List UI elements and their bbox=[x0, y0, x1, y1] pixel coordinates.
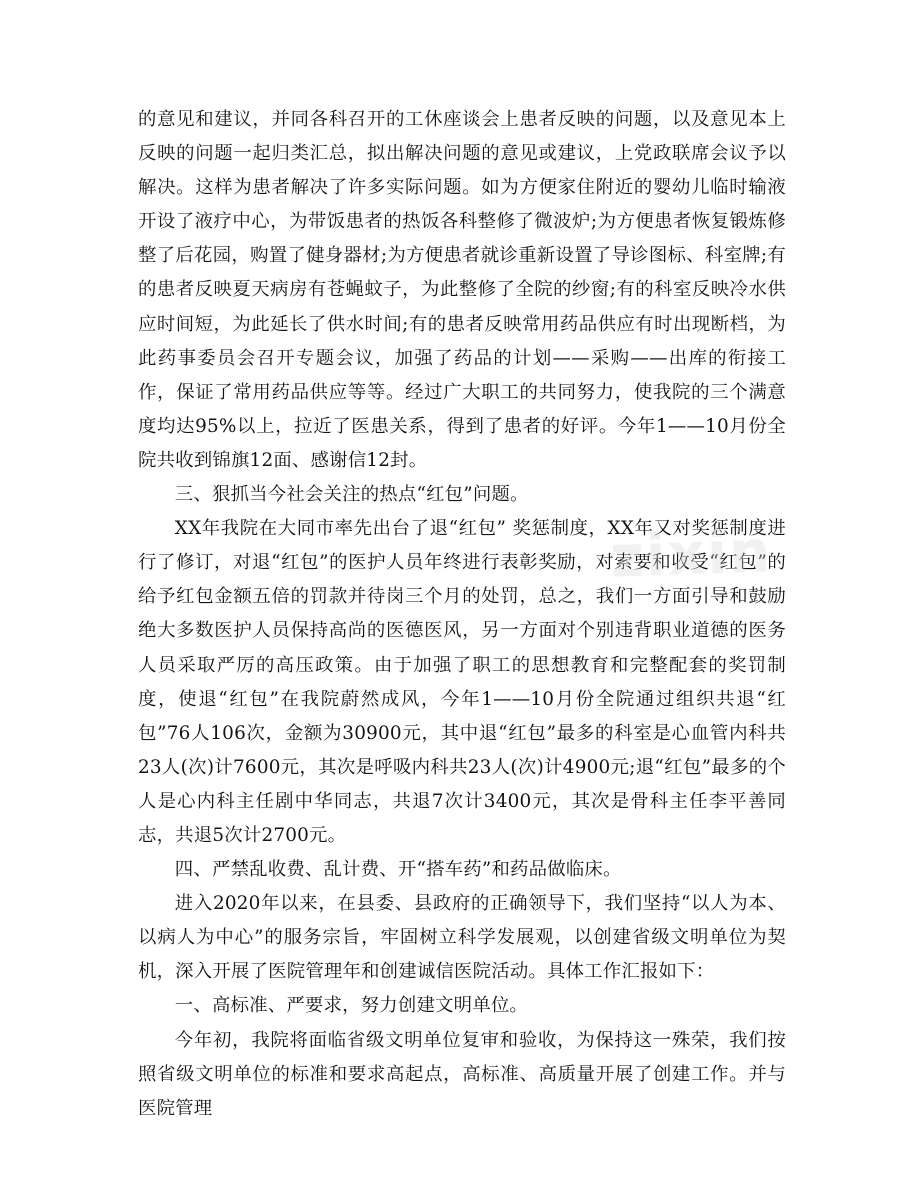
paragraph-2020-summary: 进入2020年以来，在县委、县政府的正确领导下，我们坚持“以人为本、以病人为中心”的服务宗旨，牢固树立科学发展观，以创建省级文明单位为契机，深入开展了医院管理年和创建诚信医院活动。具体工作汇报如下： bbox=[138, 893, 786, 983]
paragraph-civilized-unit: 今年初，我院将面临省级文明单位复审和验收，为保持这一殊荣，我们按照省级文明单位的标准和要求高起点，高标准、高质量开展了创建工作。并与医院管理 bbox=[138, 1029, 786, 1119]
heading-one-civilized-unit: 一、高标准、严要求，努力创建文明单位。 bbox=[174, 995, 529, 1017]
heading-three-red-envelope: 三、狠抓当今社会关注的热点“红包”问题。 bbox=[174, 484, 529, 506]
paragraph-1: 的意见和建议，并同各科召开的工休座谈会上患者反映的问题，以及意见本上反映的问题一起归类汇总，拟出解决问题的意见或建议，上党政联席会议予以解决。这样为患者解决了许多实际问题。如为方便家住附近的婴幼儿临时输液开设了液疗中心，为带饭患者的热饭各科整修了微波炉;为方便患者恢复锻炼修整了后花园，购置了健身器材;为方便患者就诊重新设置了导诊图标、科室牌;有的患者反映夏天病房有苍蝇蚊子，为此整修了全院的纱窗;有的科室反映冷水供应时间短，为此延长了供水时间;有的患者反映常用药品供应有时出现断档，为此药事委员会召开专题会议，加强了药品的计划——采购——出库的衔接工作，保证了常用药品供应等等。经过广大职工的共同努力，使我院的三个满意度均达95%以上，拉近了医患关系，得到了患者的好评。今年1——10月份全院共收到锦旗12面、感谢信12封。 bbox=[138, 109, 786, 471]
watermark-logo: zixin bbox=[608, 517, 774, 591]
paragraph-red-envelope-policy: XX年我院在大同市率先出台了退“红包” 奖惩制度，XX年又对奖惩制度进行了修订，对退“红包”的医护人员年终进行表彰奖励，对索要和收受“红包”的给予红包金额五倍的罚款并待岗三个月的处罚，总之，我们一方面引导和鼓励绝大多数医护人员保持高尚的医德医风，另一方面对个别违背职业道德的医务人员采取严厉的高压政策。由于加强了职工的思想教育和完整配套的奖罚制度，使退“红包”在我院蔚然成风，今年1——10月份全院通过组织共退“红包”76人106次，金额为30900元，其中退“红包”最多的科室是心血管内科共23人(次)计7600元，其次是呼吸内科共23人(次)计4900元;退“红包”最多的个人是心内科主任剧中华同志，共退7次计3400元，其次是骨科主任李平善同志，共退5次计2700元。 bbox=[138, 518, 786, 846]
heading-four-fees: 四、严禁乱收费、乱计费、开“搭车药”和药品做临床。 bbox=[174, 859, 622, 881]
document-body bbox=[138, 103, 786, 1126]
